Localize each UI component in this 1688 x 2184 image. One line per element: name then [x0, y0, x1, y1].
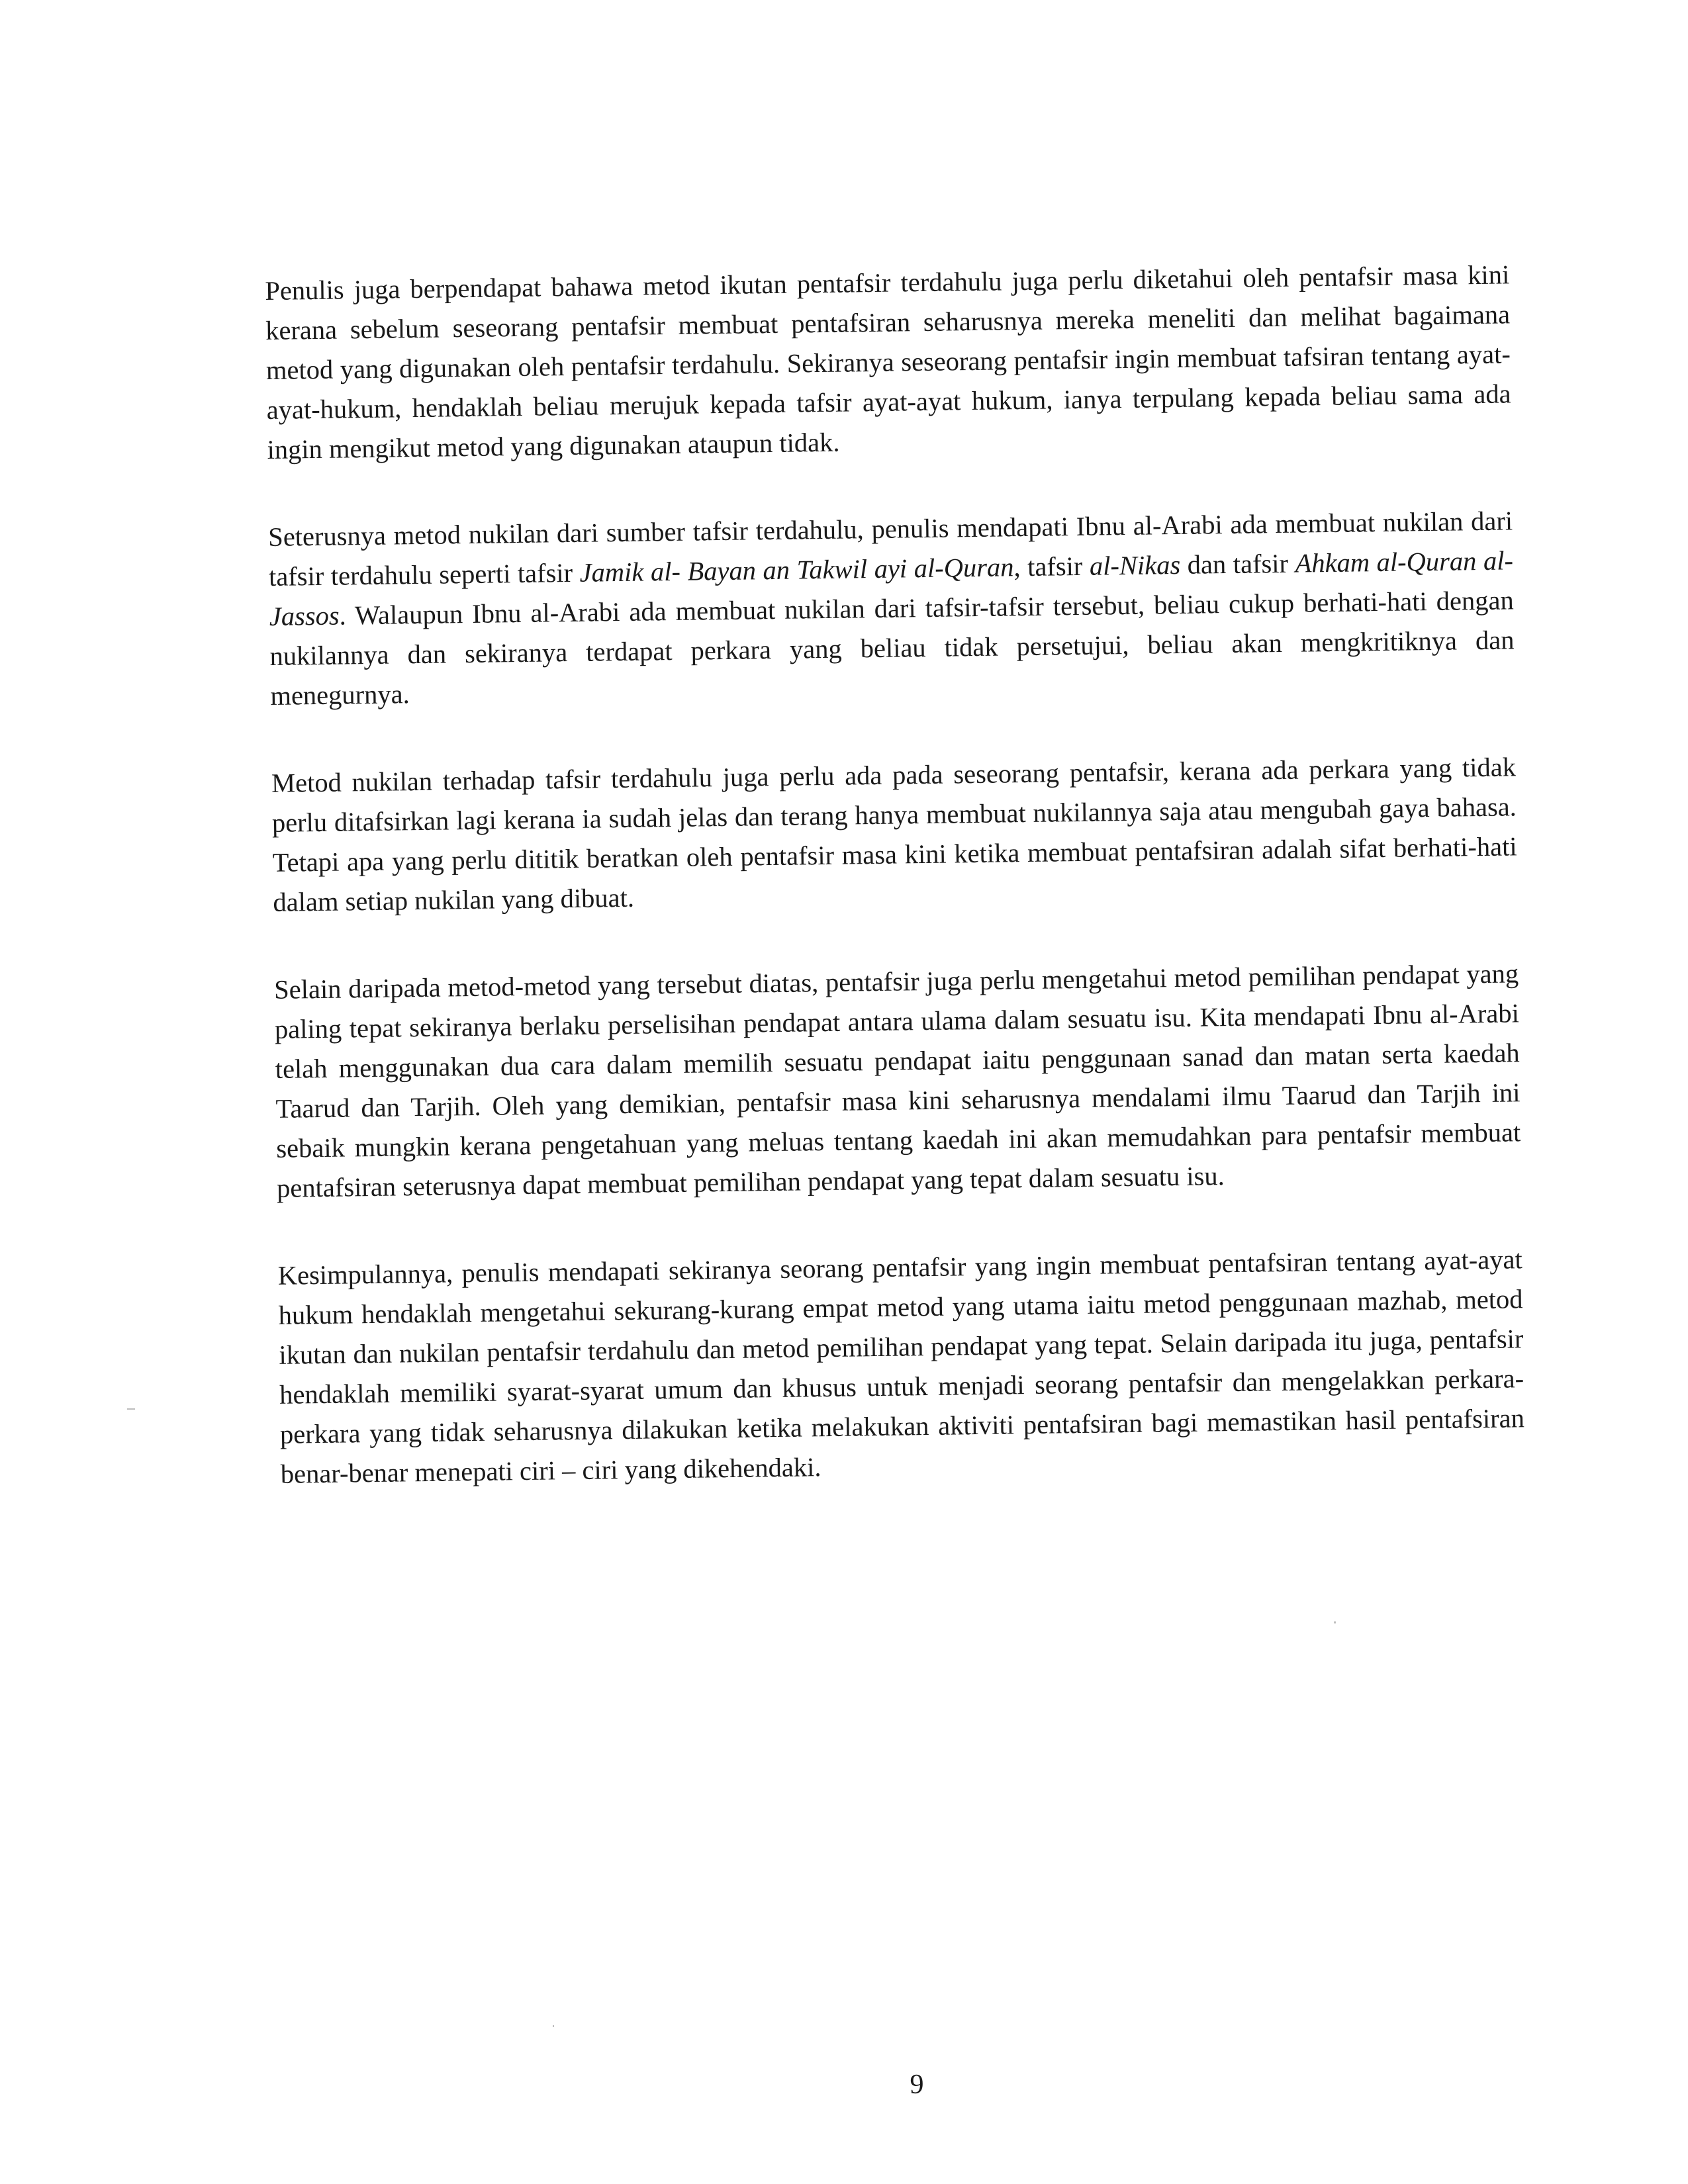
paragraph-1 — [265, 255, 1512, 470]
paragraph-3 — [271, 747, 1518, 923]
paragraph-2-title-ahkam: Ahkam al-Quran al-Jassos — [269, 545, 1514, 631]
paragraph-2-text-d: . Walaupun Ibnu al-Arabi ada membuat nukilan dari tafsir-tafsir tersebut, beliau cukup berhati-hati dengan nukilannya dan sekiranya terdapat perkara yang beliau tidak persetujui, beliau akan mengkritiknya dan menegurnya. — [269, 585, 1515, 711]
paragraph-2-text-c: dan tafsir — [1180, 548, 1295, 580]
paragraph-5-text: Kesimpulannya, penulis mendapati sekiranya seorang pentafsir yang ingin membuat pentafsiran tentang ayat-ayat hukum hendaklah mengetahui sekurang-kurang empat metod yang utama iaitu metod penggunaan mazhab, metod ikutan dan nukilan pentafsir terdahulu dan metod pemilihan pendapat yang tepat. Selain daripada itu juga, pentafsir hendaklah memiliki syarat-syarat umum dan khusus untuk menjadi seorang pentafsir dan mengelakkan perkara-perkara yang tidak seharusnya dilakukan ketika melakukan aktiviti pentafsiran bagi memastikan hasil pentafsiran benar-benar menepati ciri – ciri yang dikehendaki. — [277, 1244, 1525, 1489]
paragraph-2-text-b: , tafsir — [1013, 551, 1090, 582]
paragraph-2-text-a: Seterusnya metod nukilan dari sumber tafsir terdahulu, penulis mendapati Ibnu al-Arabi ada membuat nukilan dari tafsir terdahulu seperti tafsir — [267, 506, 1513, 592]
scan-speck — [1334, 1621, 1336, 1623]
paragraph-2-title-nikas: al-Nikas — [1089, 549, 1181, 581]
paragraph-1-text: Penulis juga berpendapat bahawa metod ikutan pentafsir terdahulu juga perlu diketahui oleh pentafsir masa kini kerana sebelum seseorang pentafsir membuat pentafsiran seharusnya mereka meneliti dan melihat bagaimana metod yang digunakan oleh pentafsir terdahulu. Sekiranya seseorang pentafsir ingin membuat tafsiran tentang ayat-ayat-hukum, hendaklah beliau merujuk kepada tafsir ayat-ayat hukum, ianya terpulang kepada beliau sama ada ingin mengikut metod yang digunakan ataupun tidak. — [265, 259, 1511, 465]
scan-speck — [553, 2025, 554, 2027]
paragraph-5 — [277, 1240, 1525, 1494]
paragraph-3-text: Metod nukilan terhadap tafsir terdahulu juga perlu ada pada seseorang pentafsir, kerana ada perkara yang tidak perlu ditafsirkan lagi kerana ia sudah jelas dan terang hanya membuat nukilannya saja atau mengubah gaya bahasa. Tetapi apa yang perlu dititik beratkan oleh pentafsir masa kini ketika membuat pentafsiran adalah sifat berhati-hati dalam setiap nukilan yang dibuat. — [271, 752, 1517, 917]
page-number: 9 — [910, 2070, 924, 2100]
paragraph-4 — [274, 954, 1522, 1208]
paragraph-4-text: Selain daripada metod-metod yang tersebut diatas, pentafsir juga perlu mengetahui metod pemilihan pendapat yang paling tepat sekiranya berlaku perselisihan pendapat antara ulama dalam sesuatu isu. Kita mendapati Ibnu al-Arabi telah menggunakan dua cara dalam memilih sesuatu pendapat iaitu penggunaan sanad dan matan serta kaedah Taarud dan Tarjih. Oleh yang demikian, pentafsir masa kini seharusnya mendalami ilmu Taarud dan Tarjih ini sebaik mungkin kerana pengetahuan yang meluas tentang kaedah ini akan memudahkan para pentafsir membuat pentafsiran seterusnya dapat membuat pemilihan pendapat yang tepat dalam sesuatu isu. — [273, 958, 1521, 1203]
scan-speck — [127, 1408, 135, 1410]
paragraph-2 — [268, 501, 1515, 716]
paragraph-2-title-jamik: Jamik al- Bayan an Takwil ayi al-Quran — [579, 552, 1014, 588]
document-body — [265, 255, 1526, 1541]
